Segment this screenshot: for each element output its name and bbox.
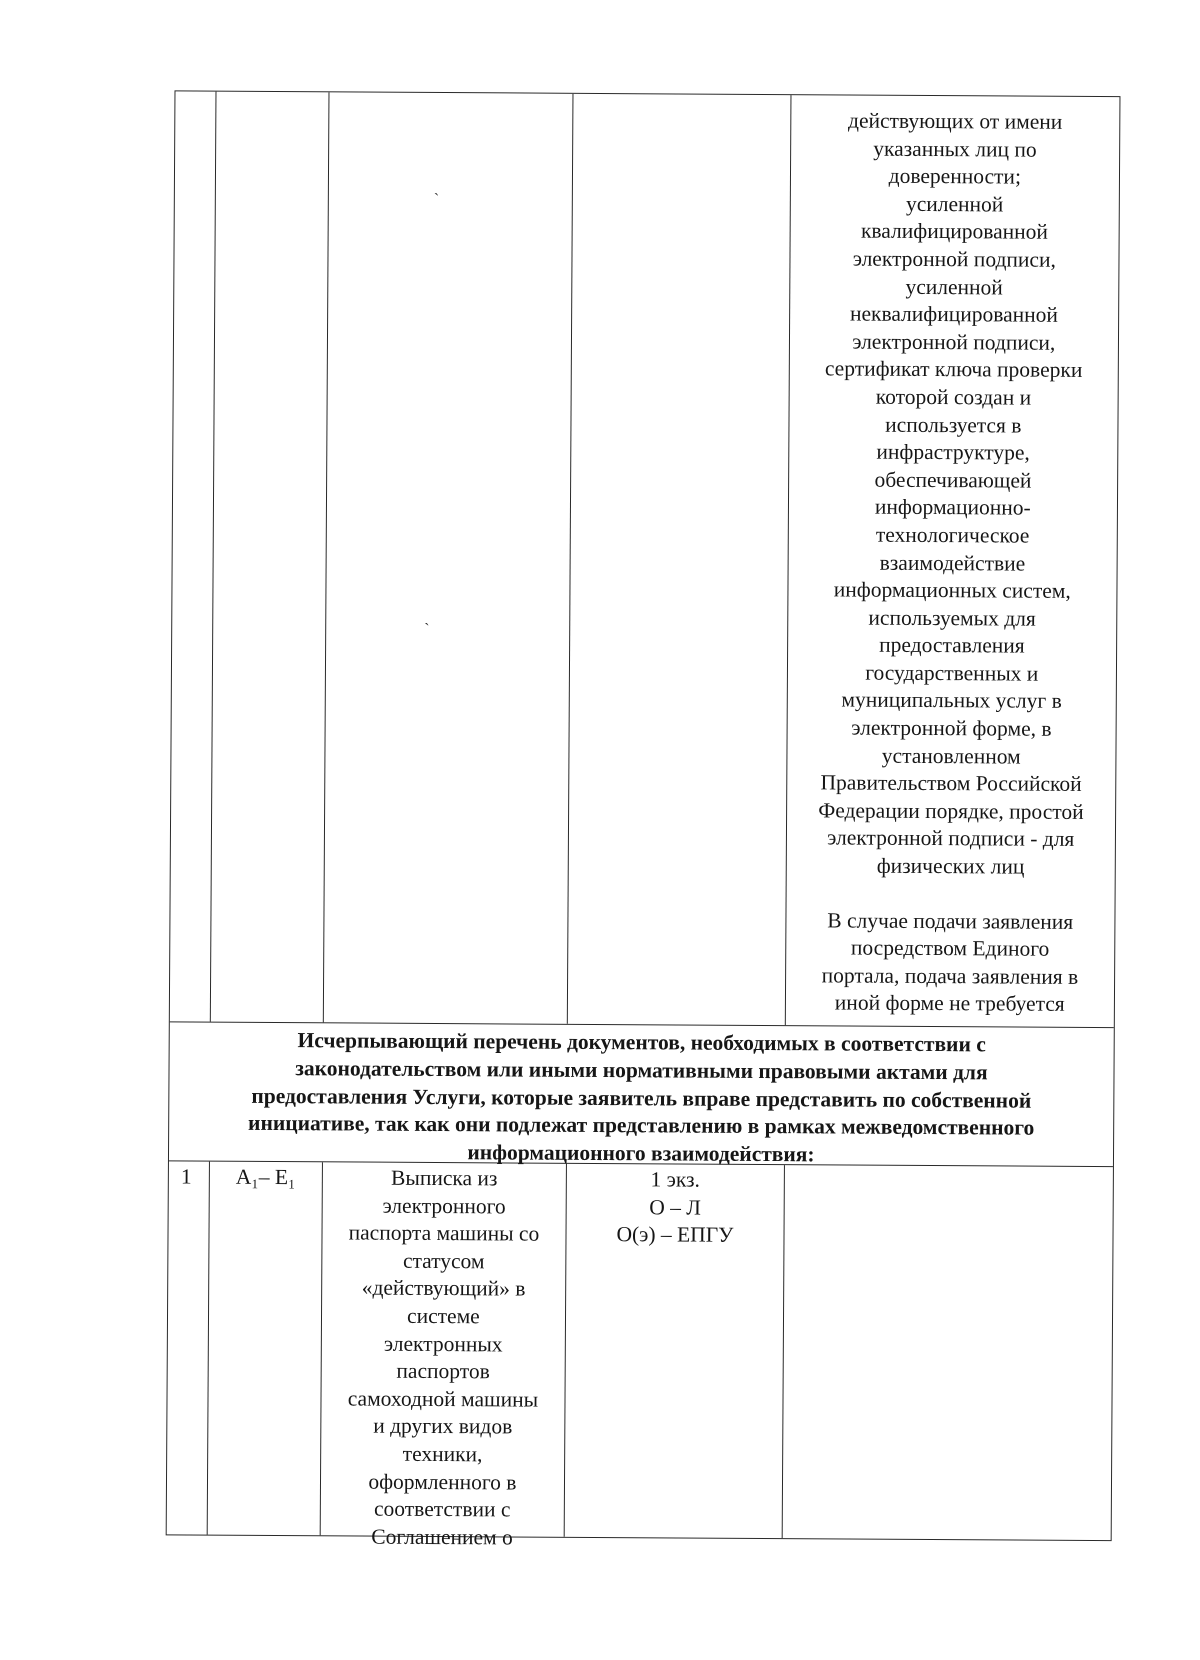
text-line: системе: [407, 1303, 480, 1329]
cell-form: [564, 1164, 784, 1538]
text-line: техники,: [402, 1441, 483, 1467]
text-line: инфраструктуре,: [876, 439, 1030, 465]
text-line: используемых для: [868, 605, 1036, 631]
heading-line: Исчерпывающий перечень документов, необходимых в соответствии с: [297, 1028, 986, 1057]
text-line: информационно-: [874, 494, 1031, 520]
cell-categories: [210, 92, 328, 1023]
heading-line: инициативе, так как они подлежат представлению в рамках межведомственного: [248, 1111, 1035, 1141]
text-line: установленном: [881, 743, 1021, 769]
text-line: и других видов: [373, 1413, 513, 1439]
text-line: электронных: [383, 1331, 503, 1356]
text-line: Соглашением о: [371, 1524, 513, 1550]
text-line: сертификат ключа проверки: [824, 356, 1083, 383]
cell-number: [167, 1161, 209, 1534]
text-line: электронной форме, в: [851, 715, 1052, 741]
text-line: электронной подписи,: [852, 246, 1056, 272]
categories-text: А₁– Е₁: [235, 1164, 296, 1190]
text-line: информационных систем,: [833, 577, 1071, 603]
table-row: [167, 1160, 1113, 1550]
heading-line: информационного взаимодействия:: [467, 1140, 815, 1167]
text-line: указанных лиц по: [873, 136, 1037, 162]
cell-number: [170, 91, 216, 1021]
row-number: 1: [180, 1164, 192, 1189]
cell-document: [322, 92, 572, 1023]
text-line: посредством Единого: [850, 935, 1050, 961]
text-line: статусом: [402, 1248, 485, 1274]
text-line: электронного: [382, 1193, 506, 1219]
text-line: Федерации порядке, простой: [818, 798, 1084, 824]
text-line: самоходной машины: [347, 1386, 539, 1412]
text-line: В случае подачи заявления: [827, 908, 1074, 934]
text-line: обеспечивающей: [874, 467, 1032, 493]
cell-document: [319, 1162, 566, 1550]
epgu-note: [790, 907, 1111, 1019]
stray-mark: ˎ: [424, 608, 430, 626]
text-line: которой создан и: [875, 384, 1032, 410]
text-line: взаимодействие: [879, 550, 1026, 576]
text-line: усиленной: [905, 274, 1003, 300]
cell-form: [567, 94, 790, 1025]
text-line: 1 экз.: [650, 1167, 701, 1192]
heading-line: законодательством или иными нормативными правовыми актами для: [295, 1055, 988, 1085]
text-line: электронной подписи - для: [827, 825, 1075, 852]
text-line: технологическое: [875, 522, 1030, 548]
text-line: предоставления: [879, 632, 1025, 658]
text-line: Правительством Российской: [820, 770, 1082, 797]
text-line: усиленной: [905, 191, 1004, 217]
stray-mark: ˎ: [433, 178, 440, 197]
cell-categories: [207, 1162, 322, 1536]
text-line: квалифицированной: [860, 218, 1049, 245]
text-line: Выписка из: [391, 1165, 498, 1191]
text-line: государственных и: [865, 660, 1039, 686]
heading-line: предоставления Услуги, которые заявитель вправе представить по собственной: [251, 1083, 1032, 1113]
text-line: паспортов: [396, 1358, 490, 1384]
table-row-continued: [170, 91, 1120, 1027]
text-line: оформленного в: [368, 1469, 517, 1495]
text-line: электронной подписи,: [852, 329, 1056, 355]
text-line: физических лиц: [876, 853, 1025, 879]
requirements-text: [790, 107, 1115, 882]
text-line: О – Л: [649, 1194, 701, 1220]
text-line: иной форме не требуется: [834, 990, 1065, 1017]
text-line: паспорта машины со: [348, 1220, 540, 1246]
text-line: используется в: [885, 412, 1022, 438]
text-line: «действующий» в: [361, 1275, 526, 1301]
text-line: действующих от имени: [847, 108, 1063, 134]
cell-requirements: [785, 95, 1120, 1027]
text-line: соответствии с: [373, 1496, 511, 1522]
cell-requirements: [781, 1165, 1113, 1540]
text-line: неквалифицированной: [849, 301, 1059, 327]
text-line: [789, 1167, 1109, 1169]
text-line: О(э) – ЕПГУ: [616, 1222, 734, 1248]
text-line: портала, подача заявления в: [821, 963, 1079, 989]
section-heading: [169, 1021, 1114, 1166]
documents-table: [166, 90, 1121, 1550]
text-line: муниципальных услуг в: [841, 687, 1062, 714]
text-line: доверенности;: [888, 163, 1022, 189]
